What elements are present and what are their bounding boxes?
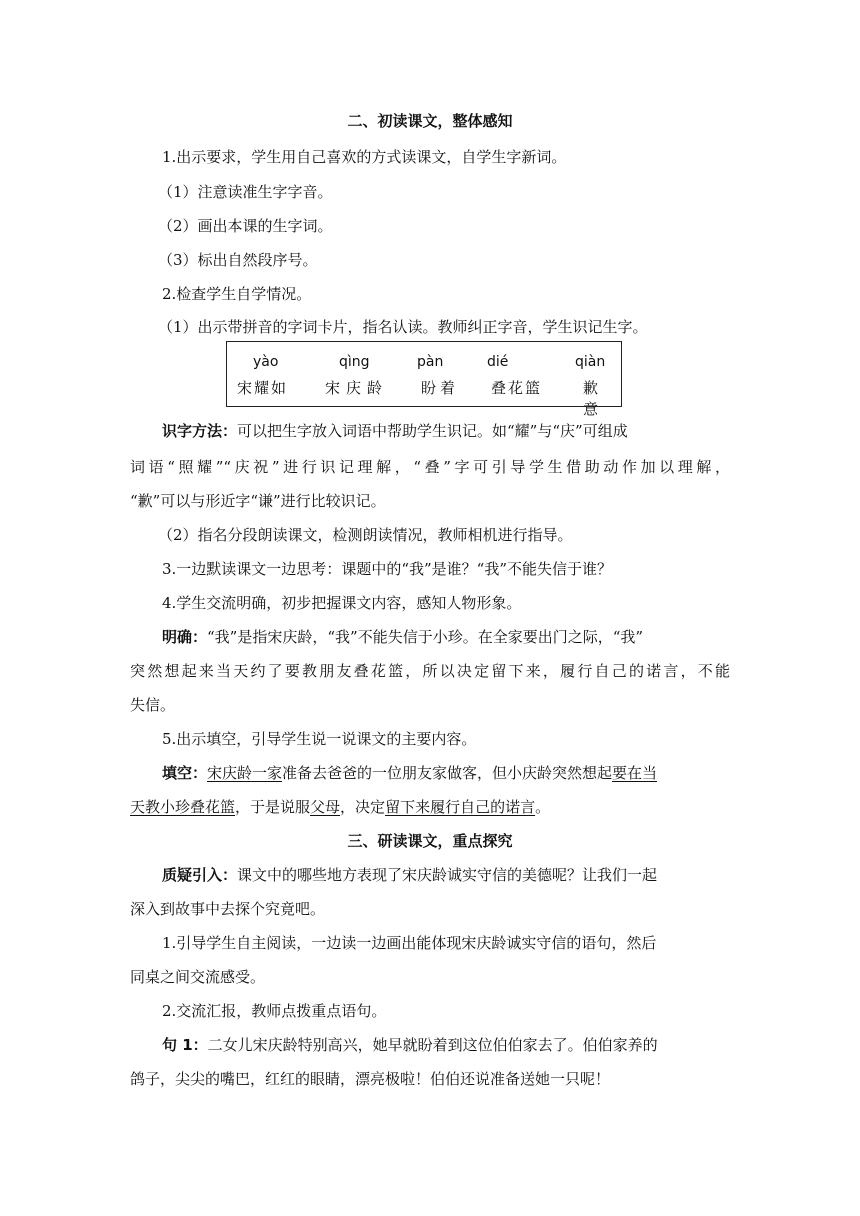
step-1-sub-1: （1）注意读准生字字音。 (158, 183, 333, 201)
method-line-1: 识字方法：可以把生字放入词语中帮助学生识记。如“耀”与“庆”可组成 (162, 422, 628, 440)
sentence-1-label: 句 1： (162, 1036, 208, 1054)
fill-line-1: 填空：宋庆龄一家准备去爸爸的一位朋友家做客，但小庆龄突然想起要在当 (162, 764, 658, 782)
intro-line-1: 质疑引入：课文中的哪些地方表现了宋庆龄诚实守信的美德呢？让我们一起 (162, 866, 658, 884)
fill-label: 填空： (162, 764, 208, 782)
step-3-1a: 1.引导学生自主阅读，一边读一边画出能体现宋庆龄诚实守信的语句，然后 (162, 934, 657, 952)
pinyin-word-card (226, 341, 622, 418)
clear-line-1: 明确：“我”是指宋庆龄，“我”不能失信于小珍。在全家要出门之际，“我” (162, 628, 644, 646)
section-title-2: 二、初读课文，整体感知 (347, 112, 513, 130)
step-3-1b: 同桌之间交流感受。 (130, 968, 266, 986)
step-2-sub-1: （1）出示带拼音的字词卡片，指名认读。教师纠正字音，学生识记生字。 (158, 318, 648, 336)
pinyin: qiàn (575, 354, 606, 370)
clear-line-2: 突然想起来当天约了要教朋友叠花篮，所以决定留下来，履行自己的诺言，不能 (130, 662, 730, 680)
intro-label: 质疑引入： (162, 866, 238, 884)
step-1: 1.出示要求，学生用自己喜欢的方式读课文，自学生字新词。 (162, 148, 567, 166)
step-1-sub-2: （2）画出本课的生字词。 (158, 217, 333, 235)
word: 宋耀如 (237, 379, 289, 397)
intro-line-2: 深入到故事中去探个究竟吧。 (130, 900, 326, 918)
step-3-2: 2.交流汇报，教师点拨重点语句。 (162, 1002, 387, 1020)
step-3: 3.一边默读课文一边思考：课题中的“我”是谁？“我”不能失信于谁？ (162, 560, 612, 578)
word: 盼着 (421, 379, 460, 397)
clear-label: 明确： (162, 628, 208, 646)
pinyin: yào (253, 354, 279, 370)
clear-line-3: 失信。 (130, 696, 176, 714)
word: 叠花篮 (491, 379, 543, 397)
step-2: 2.检查学生自学情况。 (162, 285, 312, 303)
pinyin: dié (487, 354, 509, 370)
method-line-3: “歉”可以与形近字“谦”进行比较识记。 (130, 492, 386, 510)
method-label: 识字方法： (162, 422, 238, 440)
fill-line-2: 天教小珍叠花篮，于是说服父母，决定留下来履行自己的诺言。 (130, 798, 551, 816)
method-line-2: 词语“照耀”“庆祝”进行识记理解，“叠”字可引导学生借助动作加以理解， (130, 458, 730, 476)
section-title-3: 三、研读课文，重点探究 (347, 832, 513, 850)
pinyin: qìng (339, 354, 370, 370)
sentence-1-line-2: 鸽子，尖尖的嘴巴，红红的眼睛，漂亮极啦！伯伯还说准备送她一只呢！ (130, 1070, 611, 1088)
step-2-sub-2: （2）指名分段朗读课文，检测朗读情况，教师相机进行指导。 (158, 526, 573, 544)
sentence-1-line-1: 句 1：二女儿宋庆龄特别高兴，她早就盼着到这位伯伯家去了。伯伯家养的 (162, 1036, 658, 1054)
word: 歉意 (583, 379, 607, 418)
pinyin: pàn (417, 354, 444, 370)
step-5: 5.出示填空，引导学生说一说课文的主要内容。 (162, 730, 477, 748)
word: 宋庆龄 (325, 379, 389, 397)
step-4: 4.学生交流明确，初步把握课文内容，感知人物形象。 (162, 594, 522, 612)
step-1-sub-3: （3）标出自然段序号。 (158, 251, 318, 269)
